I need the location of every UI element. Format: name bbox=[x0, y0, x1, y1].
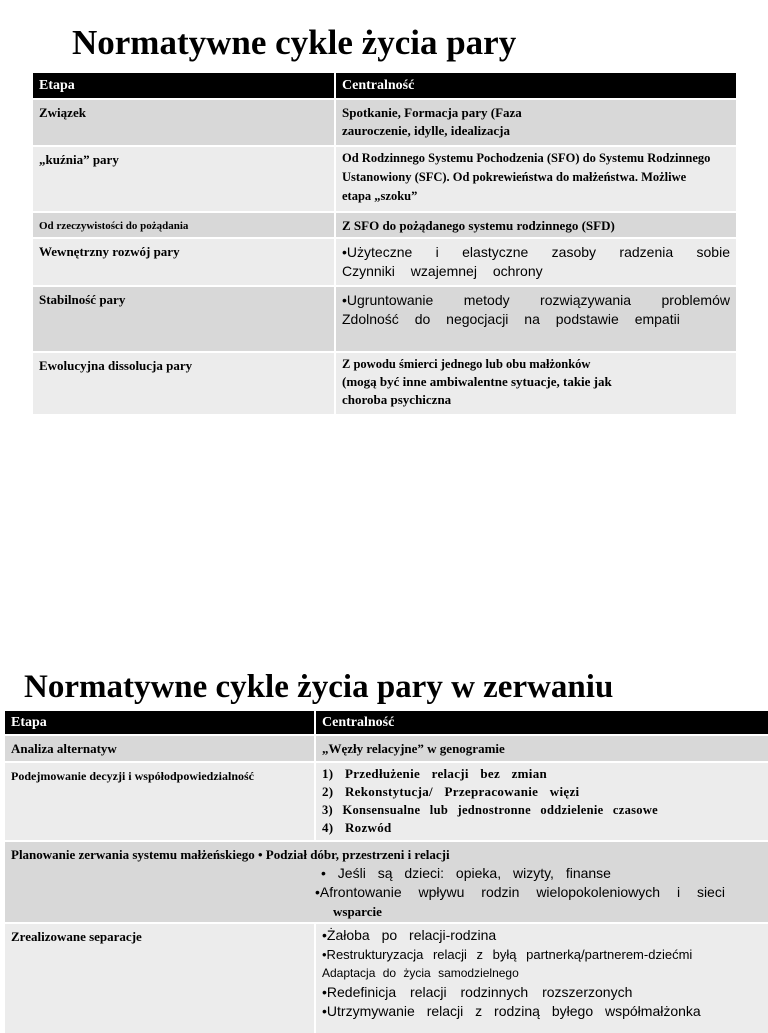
table-row bbox=[5, 923, 768, 1033]
centrality-cell bbox=[335, 99, 736, 146]
centrality-cell bbox=[335, 212, 736, 238]
cell-line: choroba psychiczna bbox=[342, 392, 452, 407]
table-row bbox=[33, 146, 736, 212]
cell-line: •Utrzymywanie relacji z rodziną byłego współmałżonka bbox=[322, 1003, 701, 1019]
stage-cell: Związek bbox=[33, 99, 335, 146]
cell-line: Adaptacja do życia samodzielnego bbox=[322, 966, 519, 980]
cell-line: wsparcie bbox=[333, 904, 382, 919]
cell-line: Ustanowiony (SFC). Od pokrewieństwa do małżeństwa. Możliwe bbox=[342, 170, 687, 184]
centrality-cell: •Użyteczne i elastyczne zasoby radzenia sobie Czynniki wzajemnej ochrony bbox=[335, 238, 736, 286]
cell-line: Z powodu śmierci jednego lub obu małżonków bbox=[342, 357, 591, 371]
stage-cell: Od rzeczywistości do pożądania bbox=[33, 212, 335, 238]
list-item: 3) Konsensualne lub jednostronne oddzielenie czasowe bbox=[322, 803, 659, 817]
list-item: 2) Rekonstytucja/ Przepracowanie więzi bbox=[322, 784, 580, 799]
slide2-table bbox=[5, 711, 768, 1033]
stage-label: Planowanie zerwania systemu małżeńskiego • Podział dóbr, przestrzeni i relacji bbox=[11, 847, 450, 862]
table-header-row bbox=[33, 73, 736, 99]
column-header-stage: Etapa bbox=[33, 73, 335, 99]
column-header-centrality: Centralność bbox=[315, 711, 768, 735]
centrality-cell bbox=[315, 762, 768, 841]
centrality-cell bbox=[315, 735, 768, 762]
cell-line: •Restrukturyzacja relacji z byłą partnerką/partnerem-dziećmi bbox=[322, 947, 693, 962]
cell-line: •Afrontowanie wpływu rodzin wielopokoleniowych i sieci bbox=[315, 884, 725, 900]
slide1-title: Normatywne cykle życia pary bbox=[72, 23, 517, 62]
slide1-table bbox=[33, 73, 736, 414]
cell-line: etapa „szoku” bbox=[342, 189, 418, 203]
cell-line: •Redefinicja relacji rodzinnych rozszerzonych bbox=[322, 984, 633, 1000]
stage-cell: Ewolucyjna dissolucja pary bbox=[33, 352, 335, 414]
cell-line: • Jeśli są dzieci: opieka, wizyty, finanse bbox=[321, 865, 611, 881]
cell-line: •Żałoba po relacji-rodzina bbox=[322, 927, 497, 943]
centrality-cell bbox=[315, 923, 768, 1033]
stage-cell: Stabilność pary bbox=[33, 286, 335, 352]
table-row bbox=[5, 735, 768, 762]
stage-cell: Analiza alternatyw bbox=[5, 735, 315, 762]
cell-line: Spotkanie, Formacja pary (Faza bbox=[342, 105, 522, 120]
table-row bbox=[33, 99, 736, 146]
cell-line: zauroczenie, idylle, idealizacja bbox=[342, 123, 510, 138]
stage-cell: Wewnętrzny rozwój pary bbox=[33, 238, 335, 286]
stage-cell: Podejmowanie decyzji i współodpowiedzialność bbox=[5, 762, 315, 841]
list-item: 4) Rozwód bbox=[322, 820, 392, 835]
centrality-cell bbox=[335, 146, 736, 212]
table-row bbox=[5, 762, 768, 841]
stage-cell: „kuźnia” pary bbox=[33, 146, 335, 212]
slide2-title: Normatywne cykle życia pary w zerwaniu bbox=[24, 669, 614, 705]
table-header-row bbox=[5, 711, 768, 735]
table-row bbox=[5, 841, 768, 923]
table-row bbox=[33, 352, 736, 414]
cell-line: Od Rodzinnego Systemu Pochodzenia (SFO) do Systemu Rodzinnego bbox=[342, 151, 711, 165]
stage-cell bbox=[5, 841, 768, 923]
options-list bbox=[322, 765, 762, 837]
table-row bbox=[33, 238, 736, 286]
centrality-cell: •Ugruntowanie metody rozwiązywania problemów Zdolność do negocjacji na podstawie empatii bbox=[335, 286, 736, 352]
column-header-stage: Etapa bbox=[5, 711, 315, 735]
list-item: 1) Przedłużenie relacji bez zmian bbox=[322, 766, 548, 781]
centrality-cell bbox=[335, 352, 736, 414]
cell-line: (mogą być inne ambiwalentne sytuacje, takie jak bbox=[342, 374, 612, 389]
table-row bbox=[33, 212, 736, 238]
cell-line: Z SFO do pożądanego systemu rodzinnego (SFD) bbox=[342, 218, 615, 233]
table-row bbox=[33, 286, 736, 352]
column-header-centrality: Centralność bbox=[335, 73, 736, 99]
cell-line: „Węzły relacyjne” w genogramie bbox=[322, 741, 505, 756]
stage-cell: Zrealizowane separacje bbox=[5, 923, 315, 1033]
